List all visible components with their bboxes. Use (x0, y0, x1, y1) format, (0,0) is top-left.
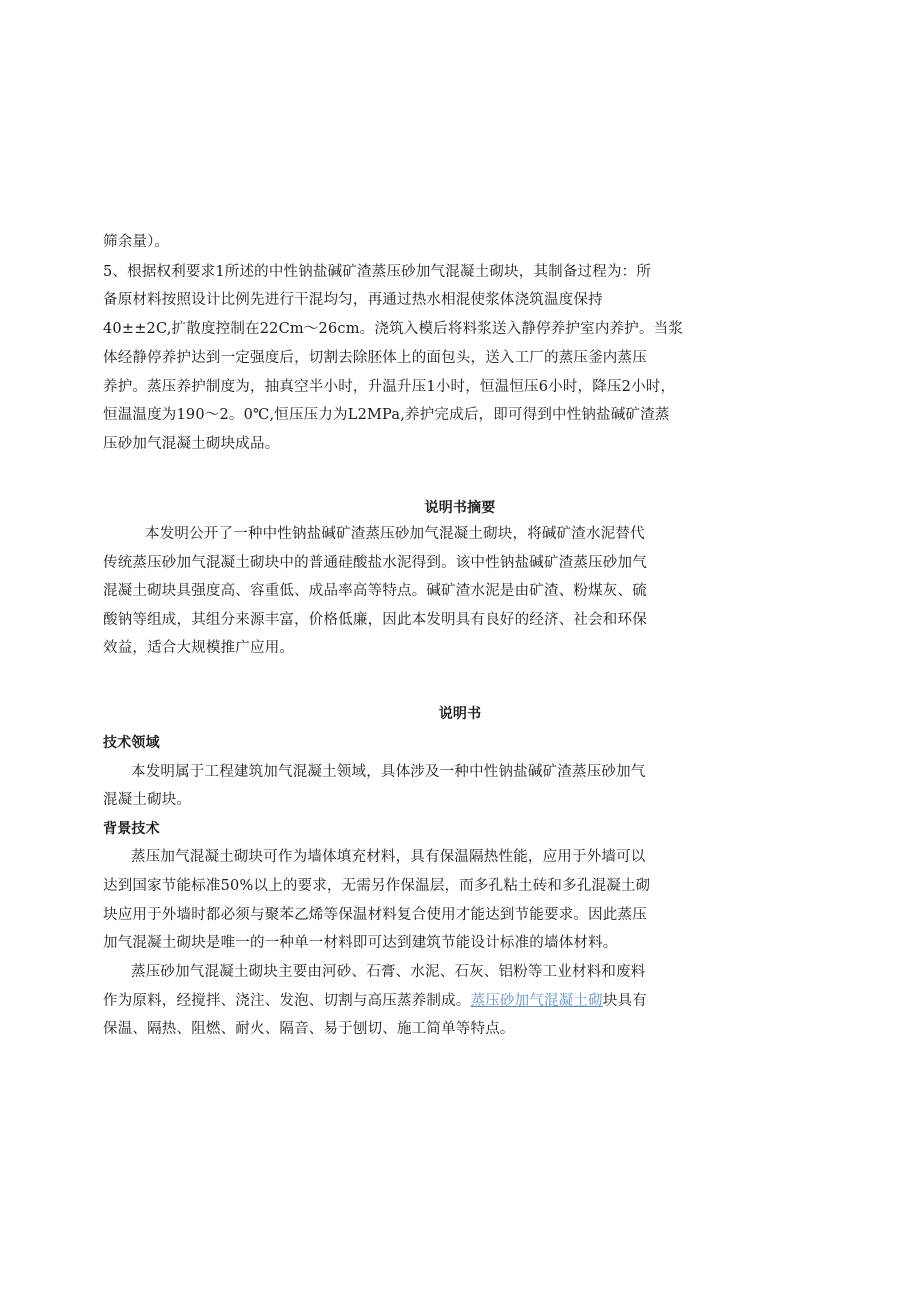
background-line: 保温、隔热、阻燃、耐火、隔音、易于刨切、施工简单等特点。 (103, 1021, 515, 1037)
background-line: 块应用于外墙时都必须与聚苯乙烯等保温材料复合使用才能达到节能要求。因此蒸压 (103, 907, 647, 923)
claim5-line: 养护。蒸压养护制度为，抽真空半小时，升温升压1小时，恒温恒压6小时，降压2小时， (103, 379, 676, 395)
abstract-line: 本发明公开了一种中性钠盐碱矿渣蒸压砂加气混凝土砌块，将碱矿渣水泥替代 (145, 526, 645, 542)
abstract-line: 传统蒸压砂加气混凝土砌块中的普通硅酸盐水泥得到。该中性钠盐碱矿渣蒸压砂加气 (103, 555, 647, 571)
background-line: 达到国家节能标准50%以上的要求，无需另作保温层，而多孔粘土砖和多孔混凝土砌 (103, 878, 651, 894)
abstract-line: 酸钠等组成，其组分来源丰富，价格低廉，因此本发明具有良好的经济、社会和环保 (103, 612, 647, 628)
background-line: 蒸压砂加气混凝土砌块主要由河砂、石膏、水泥、石灰、铝粉等工业材料和废料 (131, 964, 646, 980)
background-line (103, 991, 647, 1011)
description-title: 说明书 (438, 706, 482, 722)
claim5-line: 5、根据权利要求1所述的中性钠盐碱矿渣蒸压砂加气混凝土砌块，其制备过程为：所 (103, 264, 652, 280)
abstract-line: 效益，适合大规模推广应用。 (103, 640, 295, 656)
claim5-line: 体经静停养护达到一定强度后，切割去除胚体上的面包头，送入工厂的蒸压釜内蒸压 (103, 350, 647, 366)
background-line: 加气混凝土砌块是唯一的一种单一材料即可达到建筑节能设计标准的墙体材料。 (103, 935, 618, 951)
background-line: 蒸压加气混凝土砌块可作为墙体填充材料，具有保温隔热性能，应用于外墙可以 (131, 849, 646, 865)
claim5-line: 40±±2C,扩散度控制在22Cm～26cm。浇筑入模后将料浆送入静停养护室内养护。当浆 (103, 321, 684, 337)
background-text: 作为原料，经搅拌、浇注、发泡、切割与高压蒸养制成。 (103, 993, 471, 1009)
background-heading: 背景技术 (103, 821, 160, 837)
claim5-line: 备原材料按照设计比例先进行干混均匀，再通过热水相混使浆体浇筑温度保持 (103, 292, 603, 308)
field-line: 本发明属于工程建筑加气混凝土领域，具体涉及一种中性钠盐碱矿渣蒸压砂加气 (131, 764, 646, 780)
claim5-line: 压砂加气混凝土砌块成品。 (103, 436, 280, 452)
field-line: 混凝土砌块。 (103, 792, 192, 808)
abstract-title: 说明书摘要 (424, 500, 496, 516)
claim5-line: 恒温温度为190～2。0℃,恒压压力为L2MPa,养护完成后，即可得到中性钠盐碱矿渣蒸 (103, 407, 670, 423)
material-link[interactable]: 蒸压砂加气混凝土砌 (470, 993, 603, 1009)
claim-tail: 筛余量）。 (103, 234, 170, 250)
abstract-line: 混凝土砌块具强度高、容重低、成品率高等特点。碱矿渣水泥是由矿渣、粉煤灰、硫 (103, 583, 647, 599)
field-heading: 技术领域 (103, 735, 160, 751)
background-text: 块具有 (602, 993, 647, 1009)
